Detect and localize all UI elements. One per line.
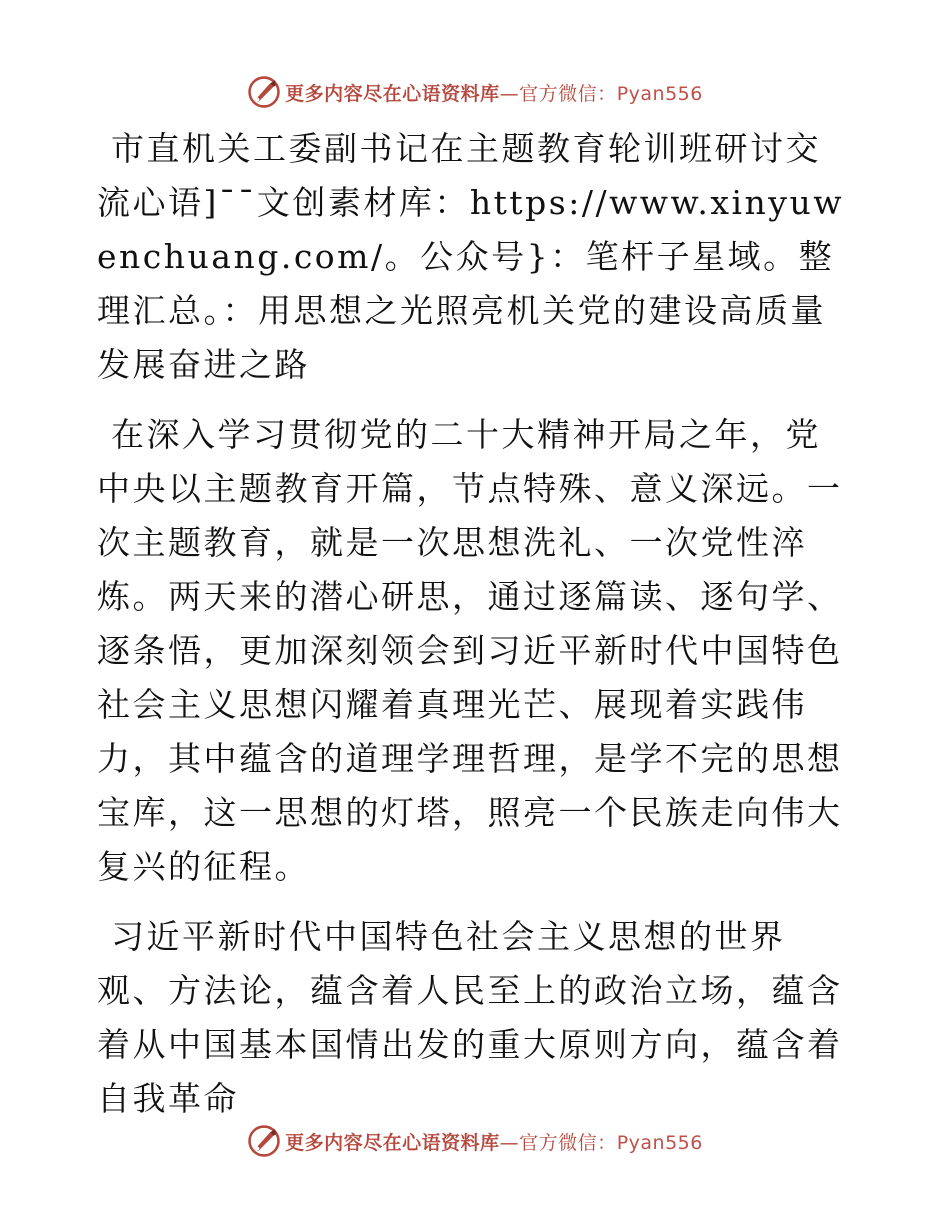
watermark-label: 官方微信： — [519, 82, 617, 105]
document-body — [97, 122, 849, 1126]
document-title: 市直机关工委副书记在主题教育轮训班研讨交流心语]¯¯文创素材库：https://www.xinyuwenchuang.com/。公众号}：笔杆子星域。整理汇总。：用思想之光照亮机关党的建设高质量发展奋进之路 — [97, 129, 844, 384]
watermark-text — [285, 79, 703, 106]
watermark-brand: 更多内容尽在心语资料库 — [285, 1131, 500, 1154]
watermark-dash: — — [499, 1131, 520, 1154]
quill-pen-logo-icon — [247, 75, 281, 109]
paragraph-2: 习近平新时代中国特色社会主义思想的世界观、方法论，蕴含着人民至上的政治立场，蕴含着从中国基本国情出发的重大原则方向，蕴含着自我革命 — [97, 917, 843, 1118]
watermark-dash: — — [499, 82, 520, 105]
header-watermark — [0, 72, 950, 112]
watermark-text — [285, 1128, 703, 1155]
footer-watermark — [0, 1121, 950, 1161]
paragraph-1: 在深入学习贯彻党的二十大精神开局之年，党中央以主题教育开篇，节点特殊、意义深远。一次主题教育，就是一次思想洗礼、一次党性淬炼。两天来的潜心研思，通过逐篇读、逐句学、逐条悟，更加深刻领会到习近平新时代中国特色社会主义思想闪耀着真理光芒、展现着实践伟力，其中蕴含的道理学理哲理，是学不完的思想宝库，这一思想的灯塔，照亮一个民族走向伟大复兴的征程。 — [97, 415, 843, 886]
watermark-wechat-id: Pyan556 — [616, 1131, 703, 1154]
watermark-brand: 更多内容尽在心语资料库 — [285, 82, 500, 105]
quill-pen-logo-icon — [247, 1124, 281, 1158]
watermark-label: 官方微信： — [519, 1131, 617, 1154]
watermark-wechat-id: Pyan556 — [616, 82, 703, 105]
